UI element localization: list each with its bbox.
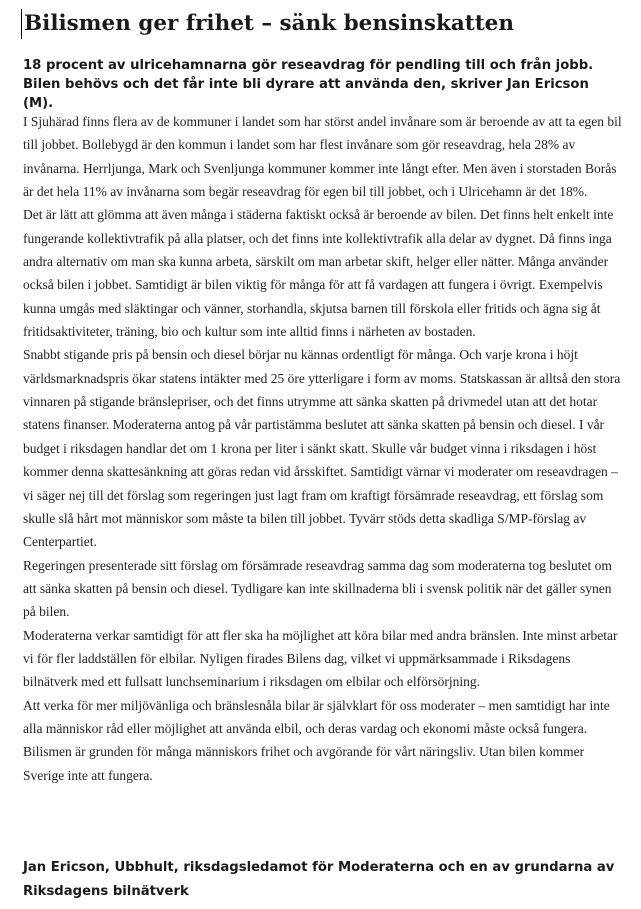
article-paragraph: Regeringen presenterade sitt förslag om försämrade reseavdrag samma dag som moderaterna tog beslutet om att sänka skatten på bensin och diesel. Tydligare kan inte skillnaderna bli i svensk politik när det gäller synen på bilen. (23, 557, 612, 620)
article-body (23, 110, 623, 787)
article-paragraph: I Sjuhärad finns flera av de kommuner i landet som har störst andel invånare som är beroende av att ta egen bil till jobbet. Bollebygd är den kommun i landet som har flest invånare som gör reseavdrag, hela 28% av invånarna. Herrljunga, Mark och Svenljunga kommuner kommer inte långt efter. Men även i storstaden Borås är det hela 11% av invånarna som begär reseavdrag för egen bil till jobbet, och i Ulricehamn är det 18%. (23, 114, 622, 200)
author-signature: Jan Ericson, Ubbhult, riksdagsledamot för Moderaterna och en av grundarna av Riksdagens bilnätverk (23, 860, 615, 899)
article-lead: 18 procent av ulricehamnarna gör reseavdrag för pendling till och från jobb. Bilen behövs och det får inte bli dyrare att använda den, skriver Jan Ericson (M). (23, 58, 594, 111)
article-paragraph: Det är lätt att glömma att även många i städerna faktiskt också är beroende av bilen. Det finns helt enkelt inte fungerande kollektivtrafik på alla platser, och det finns inte kollektivtrafik alla delar av dygnet. Då finns inga andra alternativ om man ska kunna arbeta, särskilt om man arbetar skift, helger eller nätter. Många använder också bilen i jobbet. Samtidigt är bilen viktig för många för att få vardagen att fungera i övrigt. Exempelvis kunna umgås med släktingar och vänner, storhandla, skjutsa barnen till förskola eller fritids och ägna sig åt fritidsaktiviteter, träning, bio och kultur som inte alltid finns i närheten av bostaden. (23, 207, 614, 340)
article-paragraph: Snabbt stigande pris på bensin och diesel börjar nu kännas ordentligt för många. Och varje krona i höjt världsmarknadspris ökar statens intäkter med 25 öre ytterligare i form av moms. Statskassan är alltså den stora vinnaren på stigande bränslepriser, och det finns utrymme att sänka skatten på drivmedel utan att det hotar statens finanser. Moderaterna antog på vår partistämma beslutet att sänka skatten på bensin och diesel. I vår budget i riksdagen handlar det om 1 krona per liter i sänkt skatt. Skulle vår budget vinna i riksdagen i höst kommer denna skattesänkning att göras redan vid årsskiftet. Samtidigt värnar vi moderater om reseavdragen – vi säger nej till det förslag som regeringen just lagt fram om kraftigt försämrade reseavdrag, ett förslag som skulle slå hårt mot människor som måste ta bilen till jobbet. Tyvärr stöds detta skadliga S/MP-förslag av Centerpartiet. (23, 347, 621, 550)
article-paragraph: Att verka för mer miljövänliga och bränslesnåla bilar är självklart för oss moderater – men samtidigt har inte alla människor råd eller möjlighet att använda elbil, och deras vardag och ekonomi måste också fungera. Bilismen är grunden för många människors frihet och avgörande för vårt näringsliv. Utan bilen kommer Sverige inte att fungera. (23, 697, 610, 783)
article-paragraph: Moderaterna verkar samtidigt för att fler ska ha möjlighet att köra bilar med andra bränslen. Inte minst arbetar vi för fler laddställen för elbilar. Nyligen firades Bilens dag, vilket vi uppmärksammade i Riksdagens bilnätverk med ett fullsatt lunchseminarium i riksdagen om elbilar och elförsörjning. (23, 627, 618, 690)
article-title: Bilismen ger frihet – sänk bensinskatten (21, 9, 514, 39)
